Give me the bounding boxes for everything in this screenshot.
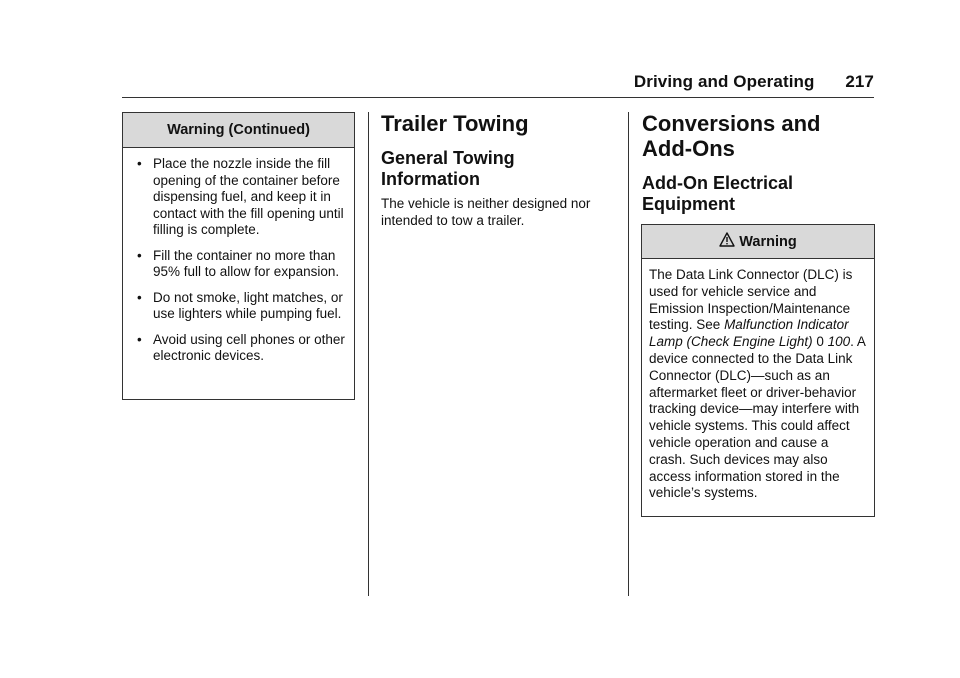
page-ref-symbol: 0 (816, 334, 824, 350)
list-item: • Place the nozzle inside the fill opening of the container before dispensing fuel, and keep it in contact with the fill opening until filling is complete. (137, 156, 344, 237)
list-item: • Do not smoke, light matches, or use lighters while pumping fuel. (137, 289, 343, 321)
warning-body-text: The Data Link Connector (DLC) is used for vehicle service and Emission Inspection/Maintenance testing. See Malfunction Indicator Lamp (Check Engine Light) 0 100. A device connected to the Data Link Connector (DLC)—such as an aftermarket fleet or driver-behavior tracking device—may interfere with vehicle systems. This could affect vehicle operation and cause a crash. Such devices may also access information stored in the vehicle’s systems. (649, 267, 866, 501)
page-number: 217 (845, 72, 874, 91)
bullet-icon: • (137, 247, 142, 263)
cross-reference-link: Malfunction Indicator Lamp (Check Engine Light) (649, 317, 849, 350)
column-divider (368, 112, 369, 596)
general-towing-heading: General Towing Information (381, 148, 515, 189)
column-divider (628, 112, 629, 596)
bullet-icon: • (137, 289, 142, 305)
warning-box (641, 224, 875, 517)
list-item: • Fill the container no more than 95% full to allow for expansion. (137, 247, 340, 279)
warning-continued-box (122, 112, 355, 400)
trailer-body-text: The vehicle is neither designed nor intended to tow a trailer. (381, 196, 591, 228)
page-ref-number: 100 (827, 334, 851, 350)
bullet-icon: • (137, 331, 142, 347)
trailer-towing-heading: Trailer Towing (381, 111, 529, 136)
section-title: Driving and Operating (633, 72, 815, 91)
add-on-electrical-heading: Add-On Electrical Equipment (642, 173, 794, 214)
list-item: • Avoid using cell phones or other electronic devices. (137, 331, 345, 363)
warning-triangle-icon (719, 232, 735, 251)
warning-bullet-list (123, 148, 354, 365)
bullet-icon: • (137, 156, 142, 171)
warning-continued-title: Warning (Continued) (123, 113, 354, 148)
warning-box-title: Warning (642, 225, 874, 259)
header-rule (122, 97, 874, 98)
page-header (634, 72, 874, 92)
conversions-heading: Conversions and Add-Ons (642, 111, 821, 161)
